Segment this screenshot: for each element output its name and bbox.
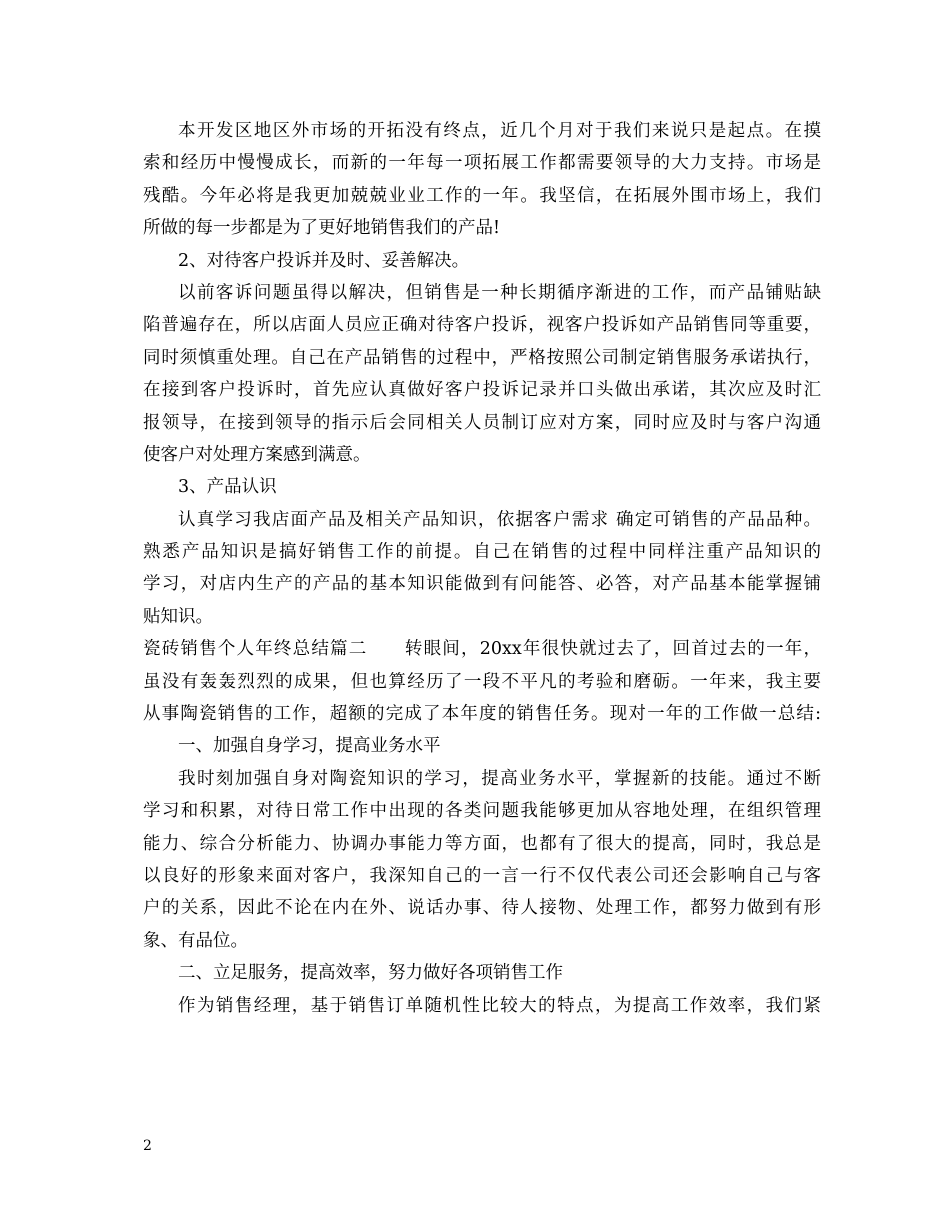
text-line: 以前客诉问题虽得以解决，但销售是一种长期循序渐进的工作，而产品铺贴缺 (178, 282, 821, 303)
text-line: 报领导，在接到领导的指示后会同相关人员制订应对方案，同时应及时与客户沟通 (143, 412, 821, 433)
text-line: 本开发区地区外市场的开拓没有终点，近几个月对于我们来说只是起点。在摸 (178, 121, 821, 141)
text-line: 能力、综合分析能力、协调办事能力等方面，也都有了很大的提高，同时，我总是 (143, 833, 821, 854)
text-line: 3、产品认识 (178, 477, 277, 498)
text-line: 陷普遍存在，所以店面人员应正确对待客户投诉，视客户投诉如产品销售同等重要， (143, 315, 821, 336)
text-line: 从事陶瓷销售的工作，超额的完成了本年度的销售任务。现对一年的工作做一总结: (143, 704, 821, 725)
text-line: 以良好的形象来面对客户，我深知自己的一言一行不仅代表公司还会影响自己与客 (143, 865, 821, 886)
text-line: 在接到客户投诉时，首先应认真做好客户投诉记录并口头做出承诺，其次应及时汇 (143, 380, 821, 401)
document-body (143, 115, 821, 1022)
text-line: 所做的每一步都是为了更好地销售我们的产品! (143, 218, 501, 239)
page-number: 2 (143, 1138, 152, 1154)
text-line: 我时刻加强自身对陶瓷知识的学习，提高业务水平，掌握新的技能。通过不断 (178, 768, 821, 789)
text-line: 学习和积累，对待日常工作中出现的各类问题我能够更加从容地处理，在组织管理 (143, 801, 821, 822)
text-line: 认真学习我店面产品及相关产品知识，依据客户需求 确定可销售的产品品种。 (178, 509, 821, 530)
text-line: 虽没有轰轰烈烈的成果，但也算经历了一段不平凡的考验和磨砺。一年来，我主要 (143, 671, 821, 692)
text-line: 贴知识。 (143, 606, 213, 627)
text-line: 索和经历中慢慢成长，而新的一年每一项拓展工作都需要领导的大力支持。市场是 (143, 153, 821, 174)
text-line: 户的关系，因此不论在内在外、说话办事、待人接物、处理工作，都努力做到有形 (143, 898, 821, 919)
text-line: 残酷。今年必将是我更加兢兢业业工作的一年。我坚信，在拓展外围市场上，我们 (143, 185, 821, 206)
text-line: 学习，对店内生产的产品的基本知识能做到有问能答、必答，对产品基本能掌握铺 (143, 574, 821, 595)
text-line: 一、加强自身学习，提高业务水平 (178, 736, 441, 757)
text-line: 2、对待客户投诉并及时、妥善解决。 (178, 250, 470, 271)
text-line: 象、有品位。 (143, 930, 248, 951)
text-line: 使客户对处理方案感到满意。 (143, 444, 371, 465)
text-line: 熟悉产品知识是搞好销售工作的前提。自己在销售的过程中同样注重产品知识的 (143, 542, 821, 563)
text-line: 二、立足服务，提高效率，努力做好各项销售工作 (178, 963, 563, 984)
text-line: 作为销售经理，基于销售订单随机性比较大的特点，为提高工作效率，我们紧 (178, 995, 821, 1016)
text-line: 同时须慎重处理。自己在产品销售的过程中，严格按照公司制定销售服务承诺执行， (143, 347, 821, 368)
text-line: 瓷砖销售个人年终总结篇二 转眼间，20xx年很快就过去了，回首过去的一年， (143, 639, 821, 660)
